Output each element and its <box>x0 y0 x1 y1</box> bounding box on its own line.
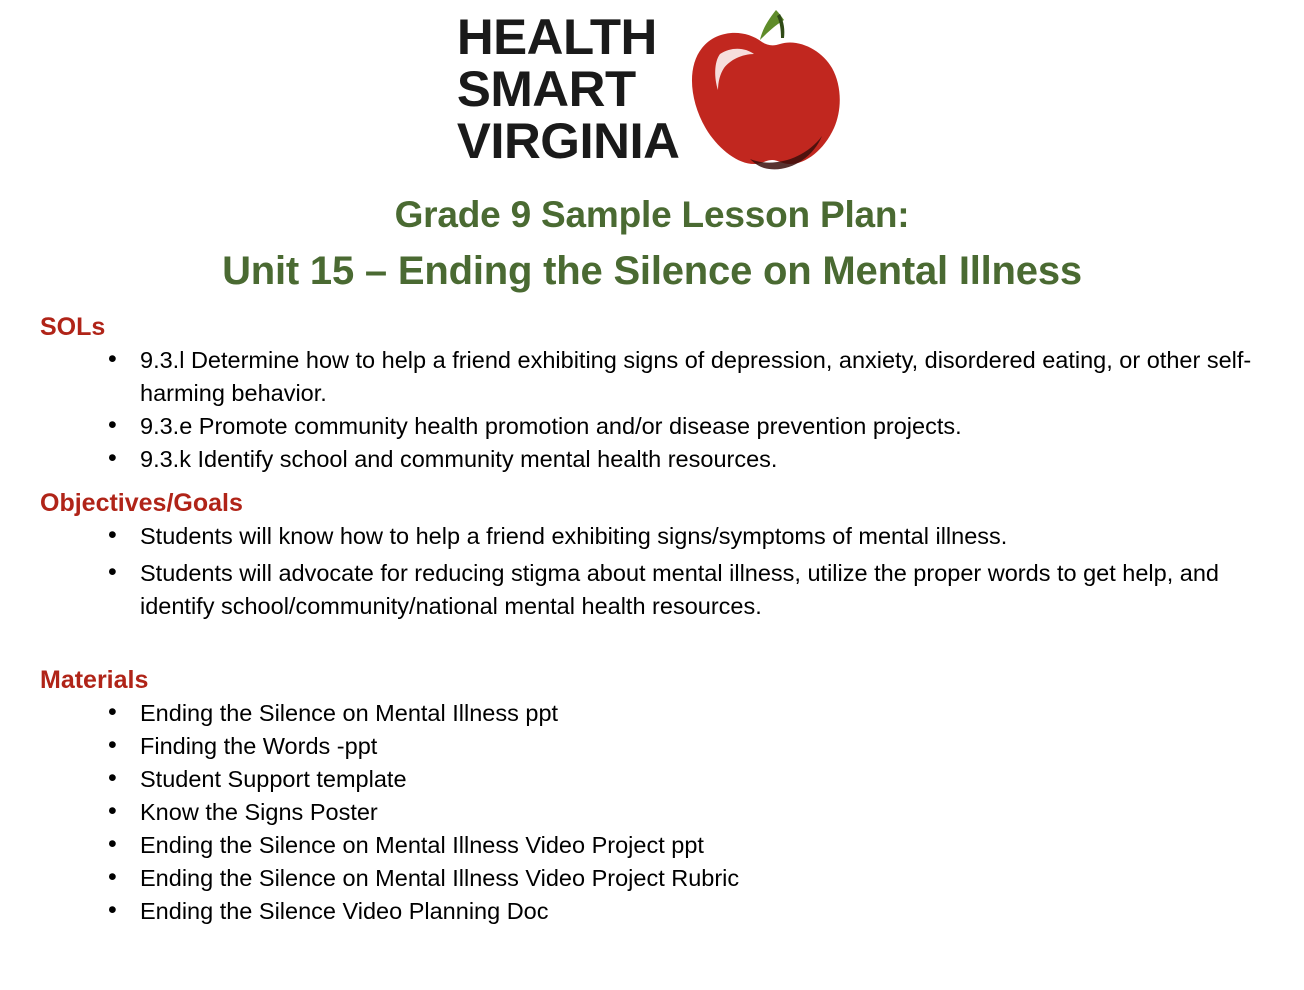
list-item: • Ending the Silence on Mental Illness ppt <box>102 697 1264 730</box>
list-item: • Students will know how to help a friend exhibiting signs/symptoms of mental illness. <box>102 520 1260 553</box>
list-item: • Student Support template <box>102 763 1264 796</box>
section-heading-objectives: Objectives/Goals <box>40 489 243 517</box>
page-title-line-1: Grade 9 Sample Lesson Plan: <box>394 194 910 235</box>
list-item: • 9.3.e Promote community health promotion and/or disease prevention projects. <box>102 410 1264 443</box>
page-title-line-2: Unit 15 – Ending the Silence on Mental Illness <box>222 249 1082 293</box>
list-item: • Finding the Words -ppt <box>102 730 1264 763</box>
objectives-list <box>40 520 1264 623</box>
logo-inner <box>459 4 844 174</box>
list-item: • Ending the Silence Video Planning Doc <box>102 895 1264 928</box>
list-item: • Ending the Silence on Mental Illness Video Project Rubric <box>102 862 1264 895</box>
list-item: • Ending the Silence on Mental Illness Video Project ppt <box>102 829 1264 862</box>
materials-list <box>40 697 1264 928</box>
page-title <box>40 186 1264 300</box>
logo-line-3: VIRGINIA <box>457 113 680 169</box>
logo-line-2: SMART <box>457 61 636 117</box>
section-heading-materials: Materials <box>40 666 149 694</box>
logo-wordmark <box>457 11 680 167</box>
sols-list <box>40 344 1264 476</box>
list-item: • Students will advocate for reducing stigma about mental illness, utilize the proper words to get help, and identify school/community/national mental health resources. <box>102 557 1260 623</box>
section-heading-sols: SOLs <box>40 313 106 341</box>
logo-line-1: HEALTH <box>457 9 658 65</box>
list-item: • Know the Signs Poster <box>102 796 1264 829</box>
health-smart-virginia-logo <box>40 0 1264 182</box>
list-item: • 9.3.l Determine how to help a friend exhibiting signs of depression, anxiety, disordered eating, or other self-harming behavior. <box>102 344 1264 410</box>
apple-icon <box>680 4 845 174</box>
list-item: • 9.3.k Identify school and community mental health resources. <box>102 443 1264 476</box>
